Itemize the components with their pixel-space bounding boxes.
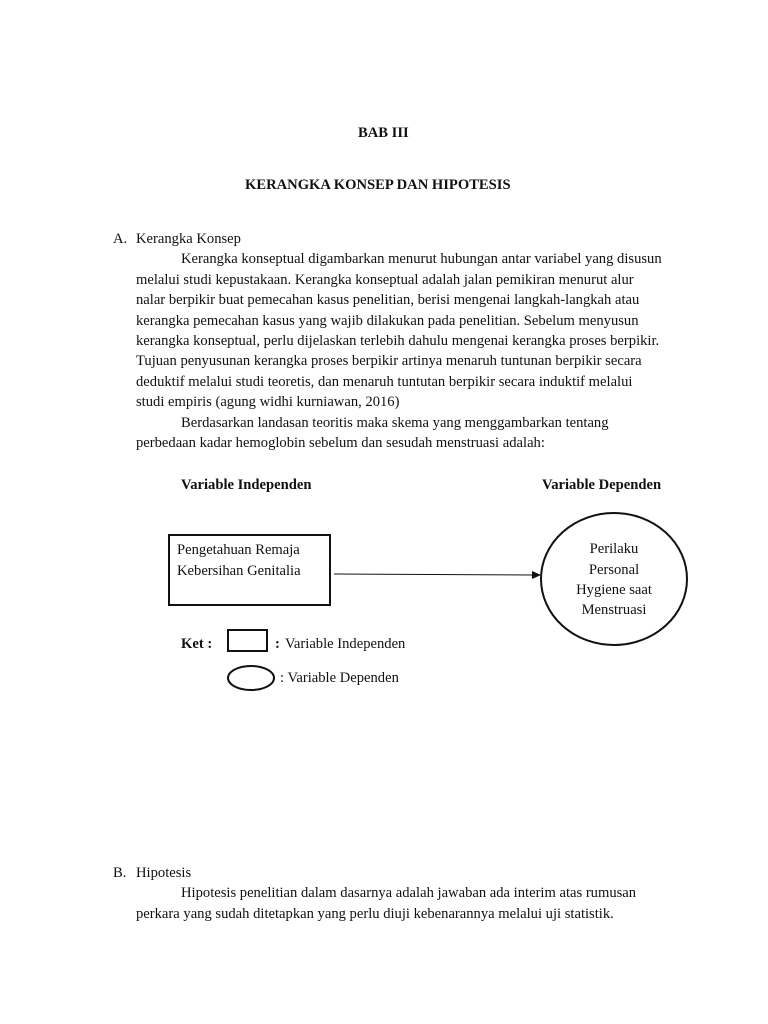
independent-box-line: Kebersihan Genitalia — [177, 563, 301, 579]
independent-box-line: Pengetahuan Remaja — [177, 542, 300, 558]
dependent-variable-circle — [541, 513, 687, 645]
section-a-marker: A. — [113, 231, 128, 247]
paragraph-line: perbedaan kadar hemoglobin sebelum dan sesudah menstruasi adalah: — [136, 435, 545, 451]
paragraph-line: Berdasarkan landasan teoritis maka skema yang menggambarkan tentang — [181, 415, 609, 431]
paragraph-line: nalar berpikir buat pemecahan kasus penelitian, berisi mengenai langkah-langkah atau — [136, 292, 640, 308]
dependent-circle-line: Hygiene saat — [576, 582, 652, 598]
paragraph-line: Hipotesis penelitian dalam dasarnya adalah jawaban ada interim atas rumusan — [181, 885, 637, 901]
paragraph-line: deduktif melalui studi teoretis, dan menaruh tuntutan berpikir secara induktif melalui — [136, 374, 633, 390]
paragraph-line: Kerangka konseptual digambarkan menurut hubungan antar variabel yang disusun — [181, 251, 662, 267]
page-title: KERANGKA KONSEP DAN HIPOTESIS — [245, 177, 511, 193]
dependent-circle-line: Menstruasi — [581, 602, 647, 618]
paragraph-line: Tujuan penyusunan kerangka proses berpikir artinya menaruh tuntunan berpikir secara — [136, 353, 642, 369]
paragraph-line: studi empiris (agung widhi kurniawan, 2016) — [136, 394, 400, 410]
paragraph-line: perkara yang sudah ditetapkan yang perlu diuji kebenarannya melalui uji statistik. — [136, 906, 614, 922]
paragraph-line: kerangka konseptual, perlu dijelaskan terlebih dahulu mengenai kerangka proses berpikir. — [136, 333, 660, 349]
independent-variable-label: Variable Independen — [181, 477, 312, 493]
arrowhead-icon — [532, 571, 541, 579]
legend-oval-text: : Variable Dependen — [280, 670, 399, 686]
dependent-circle-line: Personal — [588, 562, 640, 578]
legend-box-colon: : — [275, 636, 280, 652]
paragraph-line: kerangka pemecahan kasus yang wajib dilakukan pada penelitian. Sebelum menyusun — [136, 313, 639, 329]
paragraph-line: melalui studi kepustakaan. Kerangka konseptual adalah jalan pemikiran menurut alur — [136, 272, 634, 288]
section-a-heading: Kerangka Konsep — [136, 231, 241, 247]
dependent-circle-line: Perilaku — [589, 541, 639, 557]
dependent-variable-label: Variable Dependen — [542, 477, 662, 493]
legend-oval-icon — [228, 666, 274, 690]
section-b-marker: B. — [113, 865, 127, 881]
chapter-heading: BAB III — [358, 125, 409, 141]
section-b-heading: Hipotesis — [136, 865, 192, 881]
relation-arrow-line — [334, 574, 534, 575]
legend-box-icon — [228, 630, 267, 651]
legend-box-text: Variable Independen — [285, 636, 406, 652]
legend-ket-label: Ket : — [181, 636, 213, 652]
